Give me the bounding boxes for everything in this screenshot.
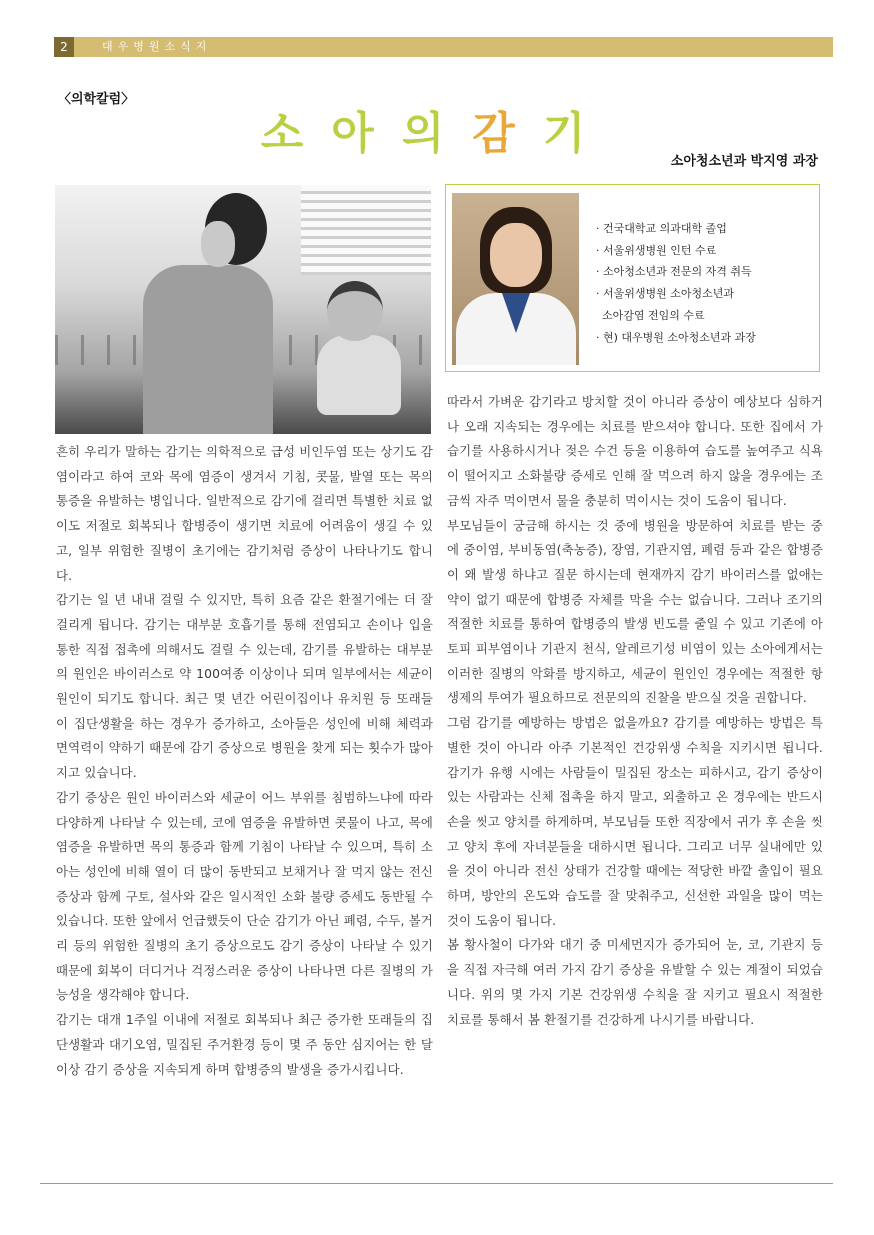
- cv-item: · 현) 대우병원 소아청소년과 과장: [596, 330, 756, 344]
- paragraph: 따라서 가벼운 감기라고 방치할 것이 아니라 증상이 예상보다 심하거나 오래 지속되는 경우에는 치료를 받으셔야 합니다. 또한 집에서 가습기를 사용하시거나 젖은 수건 등을 이용하여 습도를 높여주고 식욕이 떨어지고 소화불량 증세로 인해 잘 먹으려 하지 않을 경우에는 조금씩 자주 먹이면서 물을 충분히 먹이시는 것이 도움이 됩니다.: [447, 394, 823, 508]
- column-tag: 〈의학칼럼〉: [58, 92, 135, 107]
- author-profile-box: [445, 184, 820, 372]
- paragraph: 그럼 감기를 예방하는 방법은 없을까요? 감기를 예방하는 방법은 특별한 것이 아니라 아주 기본적인 건강위생 수칙을 지키시면 됩니다. 감기가 유행 시에는 사람들이 밀집된 장소는 피하시고, 감기 증상이 있는 사람과는 신체 접촉을 하지 말고, 외출하고 온 경우에는 반드시 손을 씻고 양치를 하게하며, 부모님들 또한 직장에서 귀가 후 손을 씻고 양치 후에 자녀분들을 대하시면 됩니다. 그리고 너무 실내에만 있을 것이 아니라 전신 상태가 건강할 때에는 적당한 바깥 출입이 필요하며, 방안의 온도와 습도를 잘 맞춰주고, 신선한 과일을 많이 먹는 것이 도움이 됩니다.: [447, 715, 823, 928]
- cv-item: · 서울위생병원 인턴 수료: [596, 243, 717, 257]
- author-portrait: [452, 193, 579, 365]
- mother-face: [201, 221, 235, 267]
- portrait-face: [490, 223, 542, 287]
- cv-item: · 소아청소년과 전문의 자격 취득: [596, 265, 752, 279]
- paragraph: 봄 황사철이 다가와 대기 중 미세먼지가 증가되어 눈, 코, 기관지 등을 직접 자극해 여러 가지 감기 증상을 유발할 수 있는 계절이 되었습니다. 위의 몇 가지 기본 건강위생 수칙을 잘 지키고 필요시 적절한 치료를 통해서 봄 환절기를 건강하게 나시기를 바랍니다.: [447, 937, 823, 1027]
- paragraph: 감기는 일 년 내내 걸릴 수 있지만, 특히 요즘 같은 환절기에는 더 잘 걸리게 됩니다. 감기는 대부분 호흡기를 통해 전염되고 손이나 입을 통한 직접 접촉에 의해서도 걸릴 수 있는데, 감기를 유발하는 대부분의 원인은 바이러스로 약 100여종 이상이나 되며 일부에서는 세균이 원인이 되기도 합니다. 최근 몇 년간 어린이집이나 유치원 등 또래들이 집단생활을 하는 경우가 증가하고, 소아들은 성인에 비해 체력과 면역력이 약하기 때문에 감기 증상으로 병원을 찾게 되는 횟수가 많아지고 있습니다.: [56, 592, 433, 781]
- cv-item: · 서울위생병원 소아청소년과: [596, 287, 735, 301]
- mother-figure: [143, 265, 273, 434]
- author-cv-list: [596, 218, 756, 348]
- window-blinds: [301, 185, 431, 275]
- paragraph: 부모님들이 궁금해 하시는 것 중에 병원을 방문하여 치료를 받는 중에 중이염, 부비동염(축농증), 장염, 기관지염, 폐렴 등과 같은 합병증이 왜 발생 하냐고 질문 하시는데 현재까지 감기 바이러스를 없애는 약이 없기 때문에 합병증 자체를 막을 수는 없습니다. 그러나 조기의 적절한 치료를 통하여 합병증의 발생 빈도를 줄일 수 있고 기존에 아토피 피부염이나 기관지 천식, 알레르기성 비염이 있는 소아에게서는 이러한 질병의 악화를 방지하고, 세균이 원인인 경우에는 적절한 항생제의 투여가 필요하므로 전문의의 진찰을 받으실 것을 권합니다.: [447, 517, 823, 706]
- title-part3: 기: [542, 108, 614, 159]
- header-bar: [54, 37, 833, 57]
- author-byline: 소아청소년과 박지영 과장: [670, 154, 818, 169]
- right-column: [447, 390, 823, 1032]
- title-part2: 감: [472, 108, 543, 159]
- paragraph: 감기는 대개 1주일 이내에 저절로 회복되나 최근 증가한 또래들의 집단생활과 대기오염, 밀집된 주거환경 등이 몇 주 동안 심지어는 한 달 이상 감기 증상을 지속되게 하며 합병증의 발생을 증가시킵니다.: [56, 1012, 433, 1077]
- child-head: [327, 281, 383, 341]
- magazine-name: 대우병원소식지: [102, 40, 212, 53]
- paragraph: 감기 증상은 원인 바이러스와 세균이 어느 부위를 침범하느냐에 따라 다양하게 나타날 수 있는데, 코에 염증을 유발하면 콧물이 나고, 목에 염증을 유발하면 목의 통증과 함께 기침이 나타날 수 있으며, 특히 소아는 성인에 비해 열이 더 많이 동반되고 보채거나 잘 먹지 않는 전신 증상과 함께 구토, 설사와 같은 일시적인 소화 불량 증세도 동반될 수 있습니다. 또한 앞에서 언급했듯이 단순 감기가 아닌 폐렴, 수두, 볼거리 등의 위험한 질병의 초기 증상으로도 감기 증상이 나타날 수 있기 때문에 회복이 더디거나 걱정스러운 증상이 나타나면 다른 질병의 가능성을 생각해야 합니다.: [56, 789, 433, 1003]
- cv-item: · 건국대학교 의과대학 졸업: [596, 222, 727, 235]
- paragraph: 흔히 우리가 말하는 감기는 의학적으로 급성 비인두염 또는 상기도 감염이라고 하여 코와 목에 염증이 생겨서 기침, 콧물, 발열 또는 목의 통증을 유발하는 병입니다. 일반적으로 감기에 걸리면 특별한 치료 없이도 저절로 회복되나 합병증이 생기면 치료에 어려움이 생길 수 있고, 일부 위험한 질병이 초기에는 감기처럼 증상이 나타나기도 합니다.: [56, 444, 433, 583]
- left-column: [56, 440, 433, 1082]
- child-figure: [317, 335, 401, 415]
- cv-item: 소아감염 전임의 수료: [602, 308, 705, 322]
- footer-rule: [40, 1183, 833, 1184]
- mother-child-photo: [55, 185, 431, 434]
- page-number: 2: [54, 37, 74, 57]
- title-part1: 소아의: [260, 108, 473, 159]
